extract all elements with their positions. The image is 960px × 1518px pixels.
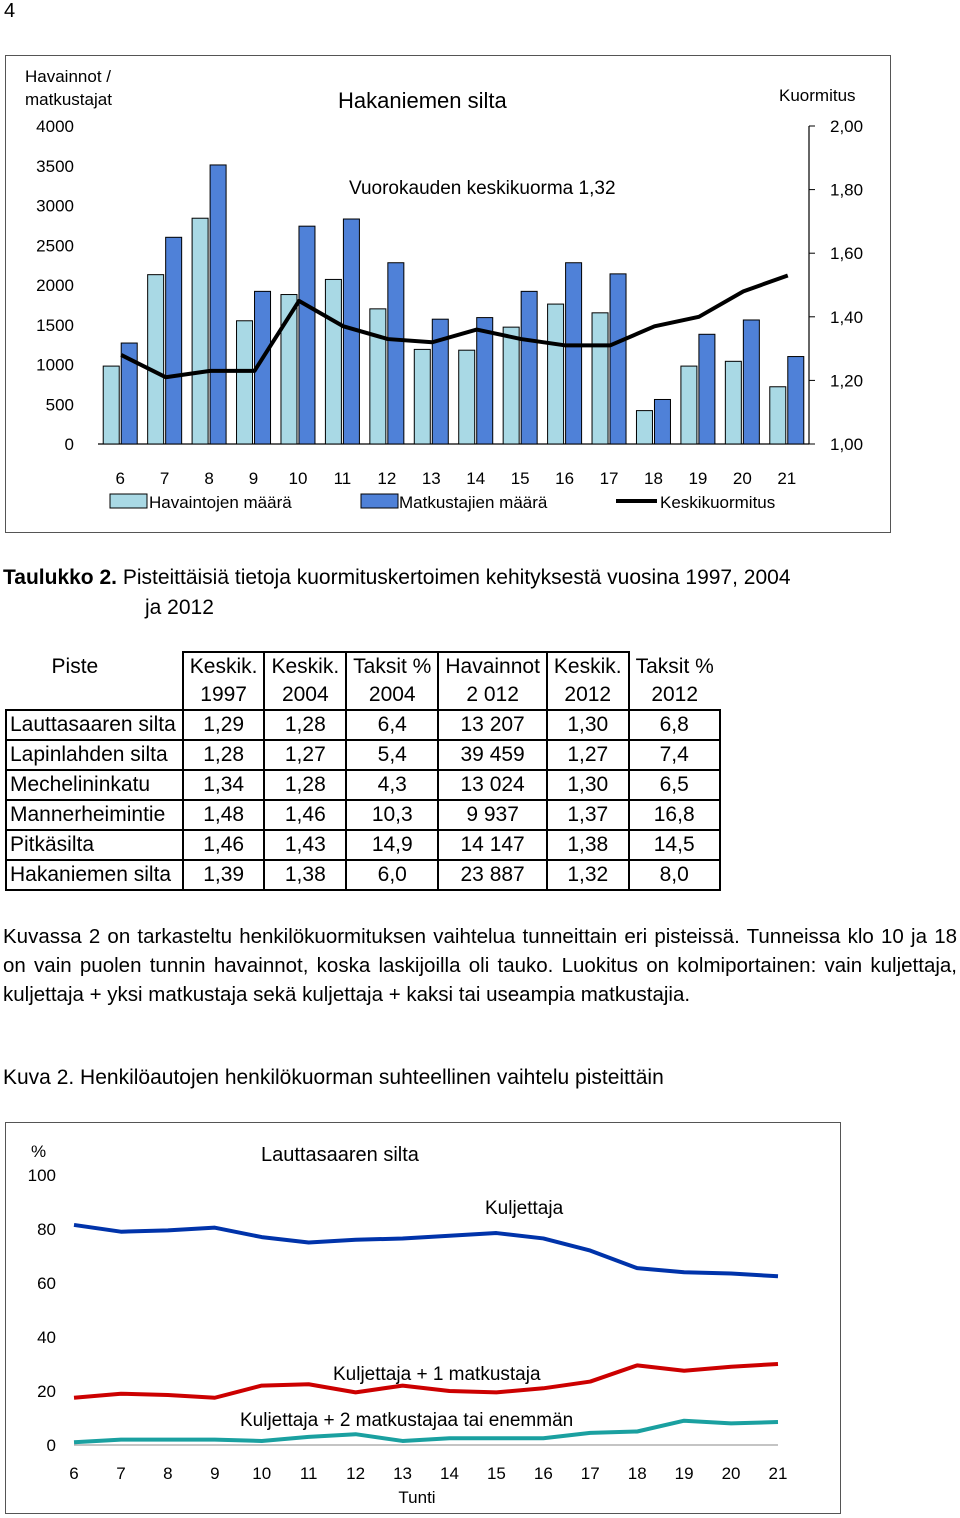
table-cell: 6,0 (346, 860, 438, 890)
bar-observations (148, 275, 164, 444)
chart1-right-tick-label: 1,60 (830, 244, 864, 264)
table-cell: 1,38 (264, 860, 346, 890)
chart1-x-tick-label: 19 (688, 469, 708, 488)
chart1-right-tick-label: 1,80 (830, 180, 864, 200)
table-header-cell: 2012 (629, 681, 720, 710)
table-cell: 13 024 (438, 770, 547, 800)
table-header-cell: Taksit % (346, 652, 438, 681)
table-header-cell: Keskik. (547, 652, 629, 681)
bar-observations (192, 218, 208, 444)
bar-passengers (299, 226, 315, 444)
table-header-cell: 1997 (183, 681, 265, 710)
table-cell: 1,30 (547, 770, 629, 800)
chart2-y-unit: % (31, 1142, 47, 1161)
legend-swatch-observations (110, 494, 147, 508)
table-cell: 10,3 (346, 800, 438, 830)
table-cell: 7,4 (629, 740, 720, 770)
table-cell: 1,27 (547, 740, 629, 770)
table-cell: 1,27 (264, 740, 346, 770)
table-caption-text: Pisteittäisiä tietoja kuormituskertoimen kehityksestä vuosina 1997, 2004 (116, 566, 791, 589)
bar-observations (325, 279, 341, 444)
bar-passengers (699, 334, 715, 444)
bar-passengers (610, 274, 626, 444)
table-header-cell: Taksit % (629, 652, 720, 681)
table-cell: 6,4 (346, 710, 438, 740)
table-cell-site: Hakaniemen silta (6, 860, 183, 890)
chart1-title: Hakaniemen silta (338, 88, 507, 113)
table-cell: 1,34 (183, 770, 265, 800)
table-cell: 1,48 (183, 800, 265, 830)
table-cell: 6,8 (629, 710, 720, 740)
chart1-x-tick-label: 20 (732, 469, 752, 488)
bar-observations (370, 309, 386, 444)
chart2-y-tick-label: 80 (37, 1220, 56, 1239)
table-cell: 9 937 (438, 800, 547, 830)
page-number: 4 (4, 0, 16, 22)
chart2-x-tick-label: 14 (440, 1464, 459, 1483)
chart1-annotation: Vuorokauden keskikuorma 1,32 (349, 178, 616, 199)
bar-observations (103, 366, 119, 444)
table-header-cell: 2004 (346, 681, 438, 710)
chart1-right-tick-label: 1,40 (830, 307, 864, 327)
table-cell-site: Lapinlahden silta (6, 740, 183, 770)
label-driver: Kuljettaja (485, 1198, 564, 1219)
table-row (6, 740, 720, 770)
bar-passengers (743, 320, 759, 444)
chart1-left-tick-label: 1000 (36, 355, 74, 375)
chart2-x-tick-label: 19 (674, 1464, 694, 1483)
chart1-left-tick-label: 2000 (36, 276, 74, 295)
legend-label-avg-load: Keskikuormitus (660, 493, 776, 512)
chart2-x-tick-label: 12 (346, 1464, 366, 1483)
chart1-left-tick-label: 4000 (36, 117, 74, 136)
chart2-y-tick-label: 60 (37, 1274, 56, 1293)
table-header-cell: 2012 (547, 681, 629, 710)
table-cell: 1,28 (264, 770, 346, 800)
chart1-x-tick-label: 10 (288, 469, 308, 488)
figure-caption: Kuva 2. Henkilöautojen henkilökuorman suhteellinen vaihtelu pisteittäin (3, 1066, 664, 1089)
bar-observations (725, 361, 741, 444)
chart1-right-axis-label: Kuormitus (779, 86, 856, 105)
chart-hakaniemen-silta (5, 55, 891, 533)
chart1-left-tick-label: 2500 (36, 236, 74, 256)
table-cell-site: Mannerheimintie (6, 800, 183, 830)
chart2-title: Lauttasaaren silta (261, 1144, 419, 1166)
table-cell: 1,46 (264, 800, 346, 830)
label-driver-plus-one: Kuljettaja + 1 matkustaja (333, 1364, 541, 1385)
chart1-x-tick-label: 13 (421, 469, 441, 488)
table-header-cell: 2 012 (438, 681, 547, 710)
bar-passengers (166, 237, 182, 444)
chart2-y-tick-label: 100 (27, 1166, 56, 1185)
chart1-left-axis-label-2: matkustajat (25, 90, 112, 109)
chart1-right-tick-label: 1,20 (830, 371, 864, 391)
chart2-x-tick-label: 17 (580, 1464, 600, 1483)
chart2-x-tick-label: 8 (163, 1464, 173, 1483)
legend-label-passengers: Matkustajien määrä (399, 493, 548, 512)
table-header-cell: Havainnot (438, 652, 547, 681)
chart2-svg (6, 1123, 840, 1513)
table-row (6, 860, 720, 890)
bar-observations (770, 387, 786, 444)
chart1-svg (6, 56, 890, 532)
chart1-left-tick-label: 1500 (36, 315, 74, 335)
table-caption (3, 566, 791, 590)
table-cell: 14,9 (346, 830, 438, 860)
table-cell-site: Lauttasaaren silta (6, 710, 183, 740)
chart1-x-tick-label: 12 (377, 469, 397, 488)
bar-passengers (210, 165, 226, 444)
bar-observations (459, 350, 475, 444)
chart2-x-tick-label: 7 (116, 1464, 126, 1483)
table-cell: 14 147 (438, 830, 547, 860)
table-cell: 1,37 (547, 800, 629, 830)
chart1-right-tick-label: 1,00 (830, 435, 864, 454)
chart1-x-tick-label: 16 (555, 469, 575, 488)
chart1-x-tick-label: 6 (115, 469, 125, 488)
table-cell: 16,8 (629, 800, 720, 830)
table-cell: 1,38 (547, 830, 629, 860)
chart2-x-tick-label: 9 (210, 1464, 220, 1483)
table-cell: 1,29 (183, 710, 265, 740)
table-cell: 1,32 (547, 860, 629, 890)
chart2-x-tick-label: 20 (721, 1464, 741, 1483)
chart1-x-tick-label: 15 (510, 469, 530, 488)
chart1-right-tick-label: 2,00 (830, 117, 864, 136)
chart2-x-tick-label: 21 (768, 1464, 788, 1483)
chart2-x-tick-label: 18 (627, 1464, 647, 1483)
chart1-x-tick-label: 9 (248, 469, 259, 488)
table-header-cell: 2004 (264, 681, 346, 710)
chart1-left-tick-label: 3000 (36, 196, 74, 216)
table-header-row (6, 652, 720, 681)
bar-passengers (521, 291, 537, 444)
table-header-cell: Piste (6, 652, 183, 681)
bar-passengers (654, 399, 670, 444)
bar-observations (636, 411, 652, 444)
chart1-left-tick-label: 3500 (36, 156, 74, 176)
chart2-x-tick-label: 15 (486, 1464, 506, 1483)
table-cell: 1,30 (547, 710, 629, 740)
bar-observations (237, 321, 253, 444)
chart1-x-tick-label: 14 (466, 469, 486, 488)
bar-observations (681, 366, 697, 444)
table-cell: 5,4 (346, 740, 438, 770)
chart2-x-tick-label: 6 (69, 1464, 79, 1483)
label-driver-plus-two: Kuljettaja + 2 matkustajaa tai enemmän (240, 1410, 574, 1431)
chart1-x-tick-label: 7 (159, 469, 170, 488)
table-cell: 1,28 (183, 740, 265, 770)
chart2-x-tick-label: 10 (252, 1464, 272, 1483)
chart2-x-tick-label: 13 (393, 1464, 412, 1483)
table-cell: 4,3 (346, 770, 438, 800)
bar-observations (548, 304, 564, 444)
chart2-y-tick-label: 0 (46, 1436, 56, 1455)
table-header-cell: Keskik. (264, 652, 346, 681)
table-caption-label: Taulukko 2. (3, 566, 117, 589)
table-cell: 13 207 (438, 710, 547, 740)
table-cell-site: Mechelininkatu (6, 770, 183, 800)
line-driver (74, 1225, 778, 1276)
table-cell: 23 887 (438, 860, 547, 890)
table-cell: 8,0 (629, 860, 720, 890)
bar-passengers (477, 318, 493, 444)
chart1-left-tick-label: 500 (45, 395, 74, 415)
bar-passengers (566, 263, 582, 444)
table-cell: 1,43 (264, 830, 346, 860)
chart1-x-tick-label: 18 (644, 469, 663, 488)
chart2-x-tick-label: 16 (533, 1464, 553, 1483)
bar-passengers (788, 357, 804, 444)
chart1-x-tick-label: 17 (599, 469, 619, 488)
table-cell: 1,46 (183, 830, 265, 860)
table-caption-line2: ja 2012 (145, 596, 214, 619)
chart2-x-tick-label: 11 (299, 1464, 318, 1483)
table-cell: 6,5 (629, 770, 720, 800)
chart1-left-tick-label: 0 (64, 435, 74, 454)
load-factor-table (5, 651, 721, 891)
chart1-x-tick-label: 11 (333, 469, 352, 488)
chart2-xlabel: Tunti (398, 1488, 436, 1507)
table-row (6, 830, 720, 860)
chart1-x-tick-label: 8 (204, 469, 214, 488)
legend-swatch-passengers (361, 494, 398, 508)
chart2-y-tick-label: 20 (37, 1382, 56, 1401)
table-cell-site: Pitkäsilta (6, 830, 183, 860)
table-header-cell: Keskik. (183, 652, 265, 681)
bar-passengers (388, 263, 404, 444)
legend-label-observations: Havaintojen määrä (149, 493, 292, 512)
table-row (6, 710, 720, 740)
chart2-y-tick-label: 40 (37, 1328, 56, 1347)
body-paragraph: Kuvassa 2 on tarkasteltu henkilökuormituksen vaihtelua tunneittain eri pisteissä. Tunneissa klo 10 ja 18 on vain puolen tunnin havainnot, koska laskijoilla oli tauko. Luokitus on kolmiportainen: vain kuljettaja, kuljettaja + yksi matkustaja sekä kuljettaja + kaksi tai useampia matkustajia. (3, 925, 957, 1006)
chart1-x-tick-label: 21 (777, 469, 797, 488)
bar-observations (503, 327, 519, 444)
bar-observations (592, 313, 608, 444)
table-row (6, 800, 720, 830)
table-header-row-2 (6, 681, 720, 710)
table-row (6, 770, 720, 800)
table-cell: 39 459 (438, 740, 547, 770)
chart1-left-axis-label-1: Havainnot / (25, 67, 111, 86)
table-cell: 1,39 (183, 860, 265, 890)
table-header-cell (6, 681, 183, 710)
chart-lauttasaaren-silta (5, 1122, 841, 1514)
table-cell: 14,5 (629, 830, 720, 860)
bar-observations (414, 349, 430, 444)
table-cell: 1,28 (264, 710, 346, 740)
